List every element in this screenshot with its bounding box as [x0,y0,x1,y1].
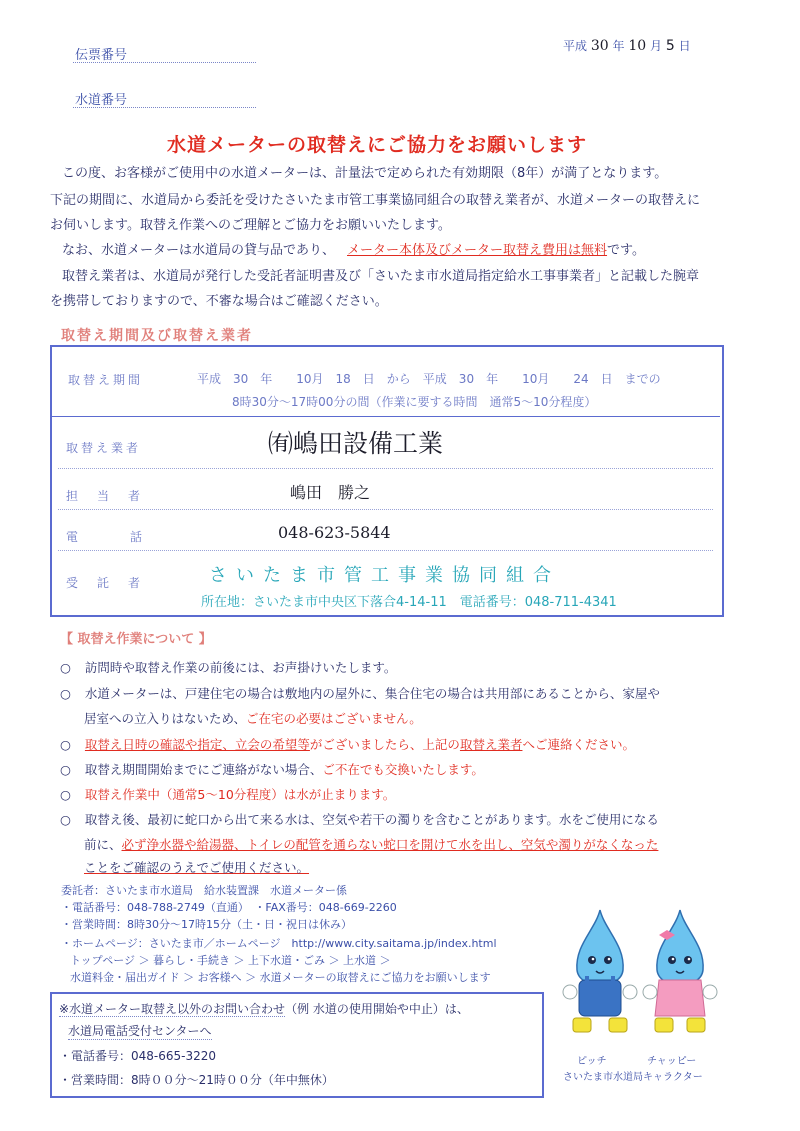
person-name: 嶋田 勝之 [290,483,371,502]
period-box-divider [52,416,720,417]
page-title: 水道メーターの取替えにご協力をお願いします [167,134,588,156]
intro-line-4 [62,244,645,257]
water-number-label: 水道番号 [75,93,128,108]
entrusted-line-6: 水道料金・届出ガイド ＞ お客様へ ＞ 水道メーターの取替えにご協力をお願いします [70,971,491,984]
date-day: 5 [665,38,675,54]
bullet-2-cont [84,709,422,727]
slip-number-label: 伝票番号 [75,48,128,63]
slip-number-line [73,62,256,63]
contractor-label: 取替え業者 [66,441,142,455]
date-year: 30 [590,38,609,54]
bullet-2-text: 水道メーターは、戸建住宅の場合は敷地内の屋外に、集合住宅の場合は共用部にあることから、家屋や [84,686,660,701]
entrusted-line-1: 委託者：さいたま市水道局 給水装置課 水道メーター係 [61,884,347,897]
issue-date [563,37,691,54]
intro-line-6: を携帯しておりますので、不審な場合はご確認ください。 [50,294,388,309]
bullet-1-text: 訪問時や取替え作業の前後には、お声掛けいたします。 [84,660,397,675]
entrusted-line-5: トップページ ＞ 暮らし・手続き ＞ 上下水道・ごみ ＞ 上水道 ＞ [70,954,391,967]
phone-value: 048-623-5844 [278,523,391,542]
bullet-5 [60,785,395,803]
intro-line-5: 取替え業者は、水道局が発行した受託者証明書及び「さいたま市水道局指定給水工事事業者」と記載した腕章 [62,269,700,284]
period-label: 取替え期間 [68,373,144,387]
work-section-heading: 【 取替え作業について 】 [60,632,212,647]
bullet-4 [60,760,484,778]
contractor-name: ㈲嶋田設備工業 [268,429,444,458]
intro-line-4a: なお、水道メーターは水道局の貸与品であり、 [62,243,336,258]
person-label: 担当者 [66,489,160,503]
contact-line-1 [59,1000,469,1017]
date-era: 平成 [563,39,588,53]
bullet-3-text-c: 取替え業者 [459,737,523,752]
entrusted-line-2: ・電話番号：048-788-2749（直通） ・FAX番号：048-669-2260 [61,901,397,914]
contact-line-1a: ※水道メーター取替え以外のお問い合わせ [59,1002,286,1016]
contact-line-2: 水道局電話受付センターへ [68,1024,212,1038]
bullet-symbol: ○ [60,787,71,802]
mascot-right-name: チャッピー [647,1056,697,1067]
water-number-line [73,107,256,108]
bullet-5-text-c: は水が止まります。 [283,787,396,802]
bullet-5-text-b: （通常5～10分程度） [159,787,284,802]
date-month: 10 [628,38,647,54]
bullet-6-cont [84,835,658,853]
bullet-5-text-a: 取替え作業中 [84,787,160,802]
phone-label: 電話 [66,530,195,544]
row-divider [58,468,713,469]
bullet-symbol: ○ [60,737,71,752]
trustee-label: 受託者 [66,576,160,590]
mascot-caption: さいたま市水道局キャラクター [563,1072,703,1083]
bullet-3-text-b: がございましたら、上記の [309,737,460,752]
bullet-3-text-d: へご連絡ください。 [522,737,635,752]
bullet-4-text-a: 取替え期間開始までにご連絡がない場合、 [84,762,323,777]
row-divider [58,550,713,551]
bullet-6-text-d: ことをご確認のうえでご使用ください。 [84,860,310,875]
bullet-symbol: ○ [60,660,71,675]
intro-line-2: 下記の期間に、水道局から委託を受けたさいたま市管工事業協同組合の取替え業者が、水道メーターの取替えに [50,193,701,208]
period-dates: 平成 30 年 10月 18 日 から 平成 30 年 10月 24 日 までの [197,372,661,386]
bullet-symbol: ○ [60,686,71,701]
bullet-4-text-b: ご不在でも交換いたします。 [322,762,484,777]
bullet-3-text-a: 取替え日時の確認や指定、立会の希望等 [84,737,310,752]
trustee-address: 所在地：さいたま市中央区下落合4-14-11 電話番号：048-711-4341 [201,595,617,610]
entrusted-line-3: ・営業時間：8時30分～17時15分（土・日・祝日は休み） [61,918,352,931]
period-hours: 8時30分～17時00分の間（作業に要する時間 通常5～10分程度） [232,395,597,409]
contact-phone: ・電話番号：048-665-3220 [59,1049,217,1063]
date-year-unit: 年 [612,39,625,53]
trustee-name: さいたま市管工事業協同組合 [209,565,560,586]
mascot-illustration [555,900,725,1050]
free-of-charge-note: メーター本体及びメーター取替え費用は無料 [347,243,608,258]
contact-line-1b: （例 水道の使用開始や中止）は、 [285,1002,469,1016]
bullet-2 [60,684,660,702]
row-divider [58,509,713,510]
bullet-3 [60,735,635,753]
date-month-unit: 月 [650,39,663,53]
bullet-2-text-b: 居室への立入りはないため、 [84,711,247,726]
bullet-6-text-c: 必ず浄水器や給湯器、トイレの配管を通らない蛇口を開けて水を出し、空気や濁りがなくなった [121,837,659,852]
date-day-unit: 日 [678,39,691,53]
bullet-symbol: ○ [60,762,71,777]
bullet-6-text-a: 取替え後、最初に蛇口から出て来る水は、空気や若干の濁りを含むことがあります。水をご使用になる [84,812,659,827]
contact-hours: ・営業時間：8時００分～21時００分（年中無休） [59,1073,334,1087]
mascot-pitch [563,910,637,1032]
bullet-6-text-b: 前に、 [84,837,122,852]
bullet-1 [60,658,396,676]
entrusted-line-4[interactable]: ・ホームページ：さいたま市／ホームページ http://www.city.saitama.jp/index.html [61,937,497,950]
mascot-left-name: ピッチ [577,1056,607,1067]
intro-line-3: お伺いします。取替え作業へのご理解とご協力をお願いいたします。 [50,218,451,233]
intro-line-4c: です。 [607,243,645,258]
bullet-6 [60,810,659,828]
mascot-chappy [643,910,717,1032]
intro-line-1: この度、お客様がご使用中の水道メーターは、計量法で定められた有効期限（8年）が満了となります。 [62,166,668,181]
bullet-symbol: ○ [60,812,71,827]
period-section-heading: 取替え期間及び取替え業者 [61,328,253,344]
no-need-home-note: ご在宅の必要はございません。 [246,711,422,726]
